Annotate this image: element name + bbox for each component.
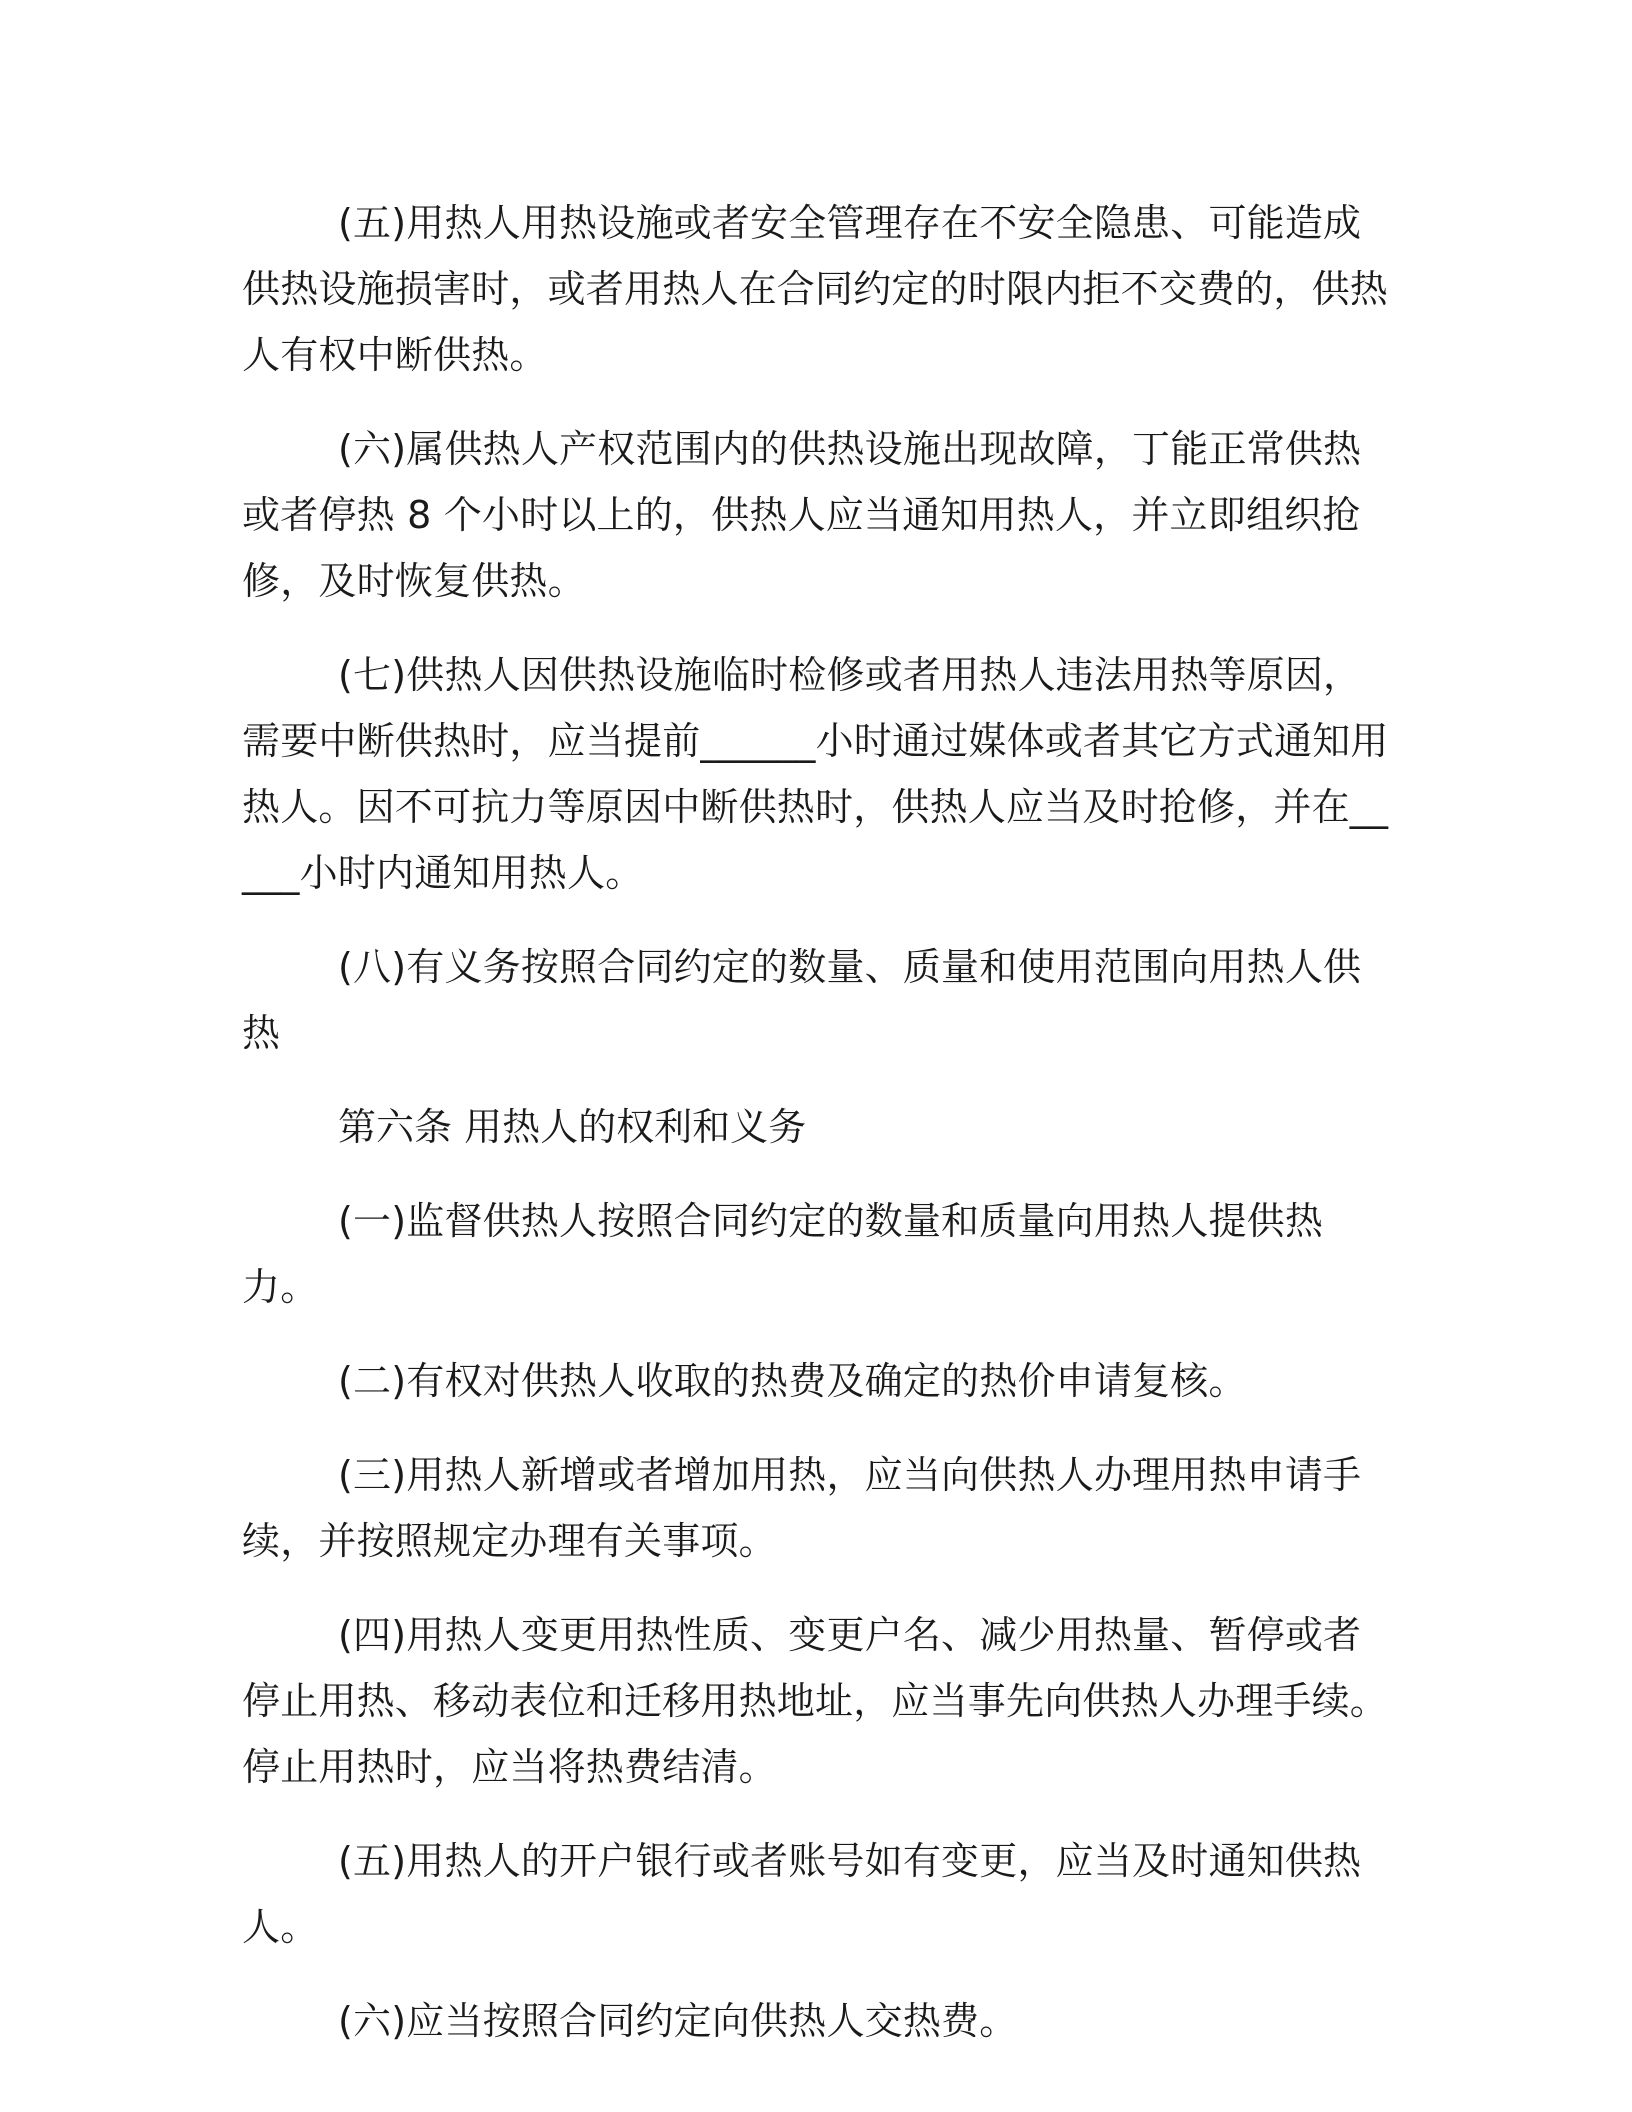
user-clause-4: (四)用热人变更用热性质、变更户名、减少用热量、暂停或者停止用热、移动表位和迁移用热地址，应当事先向供热人办理手续。停止用热时，应当将热费结清。	[242, 1613, 1389, 1789]
user-clause-1: (一)监督供热人按照合同约定的数量和质量向用热人提供热力。	[242, 1199, 1324, 1309]
document-body	[242, 190, 1392, 2082]
clause-8-supplier-obligation: (八)有义务按照合同约定的数量、质量和使用范围向用热人供热	[242, 945, 1362, 1055]
clause-6-supplier-fault-repair: (六)属供热人产权范围内的供热设施出现故障，丁能正常供热或者停热 8 个小时以上的，供热人应当通知用热人，并立即组织抢修，及时恢复供热。	[242, 427, 1362, 603]
clause-5-supplier-interrupt: (五)用热人用热设施或者安全管理存在不安全隐患、可能造成供热设施损害时，或者用热人在合同约定的时限内拒不交费的，供热人有权中断供热。	[242, 201, 1389, 377]
user-clause-2: (二)有权对供热人收取的热费及确定的热价申请复核。	[338, 1359, 1247, 1403]
article-6-heading: 第六条 用热人的权利和义务	[338, 1105, 807, 1149]
clause-7-supplier-notice: (七)供热人因供热设施临时检修或者用热人违法用热等原因，需要中断供热时，应当提前______小时通过媒体或者其它方式通知用热人。因不可抗力等原因中断供热时，供热人应当及时抢修，并在_____小时内通知用热人。	[242, 653, 1389, 895]
user-clause-6: (六)应当按照合同约定向供热人交热费。	[338, 1999, 1018, 2043]
user-clause-3: (三)用热人新增或者增加用热，应当向供热人办理用热申请手续，并按照规定办理有关事项。	[242, 1453, 1362, 1563]
user-clause-5: (五)用热人的开户银行或者账号如有变更，应当及时通知供热人。	[242, 1839, 1362, 1949]
